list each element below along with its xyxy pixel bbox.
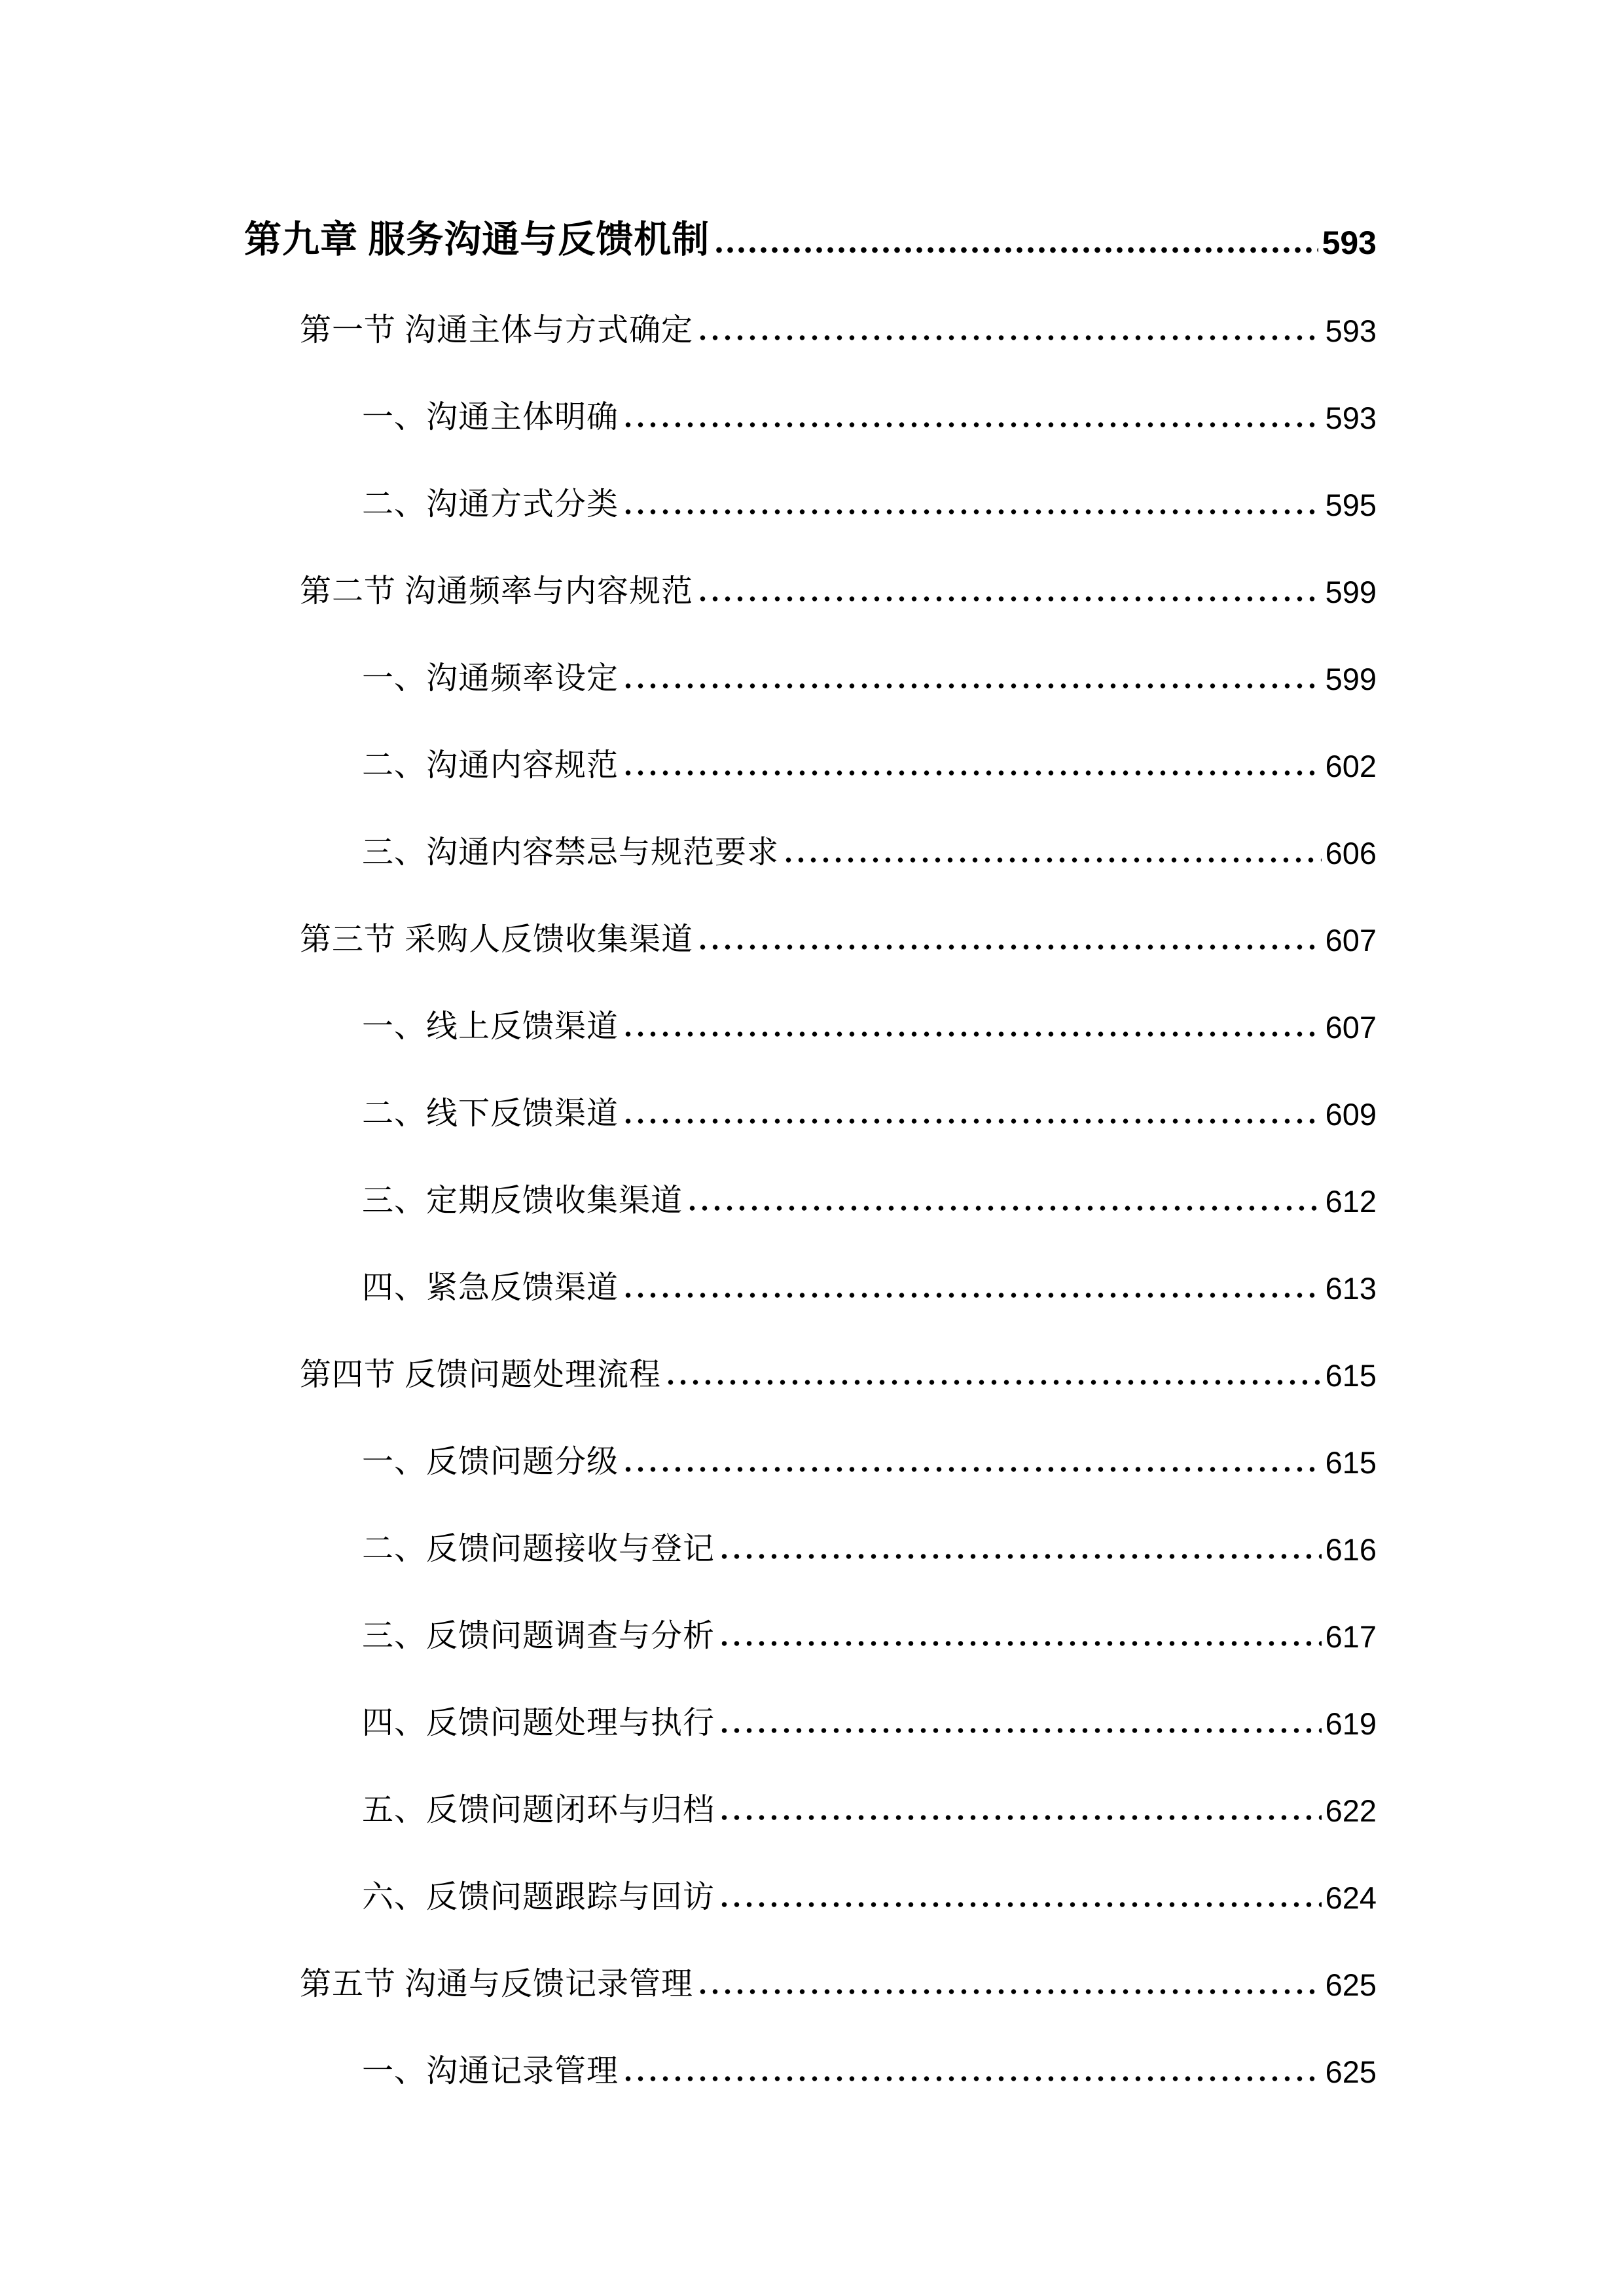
toc-leader-dots	[625, 1466, 1322, 1473]
toc-entry-page: 617	[1325, 1619, 1377, 1654]
toc-entry	[244, 260, 1377, 347]
toc-leader-dots	[625, 509, 1322, 515]
toc-leader-dots	[700, 1988, 1322, 1995]
toc-entry-page: 615	[1325, 1357, 1377, 1393]
toc-leader-dots	[721, 1901, 1322, 1908]
toc-leader-dots	[721, 1727, 1322, 1734]
toc-entry-page: 615	[1325, 1444, 1377, 1480]
toc-entry-page: 593	[1325, 400, 1377, 435]
toc-leader-dots	[625, 1292, 1322, 1299]
toc-entry-page: 624	[1325, 1880, 1377, 1915]
toc-entry	[244, 782, 1377, 869]
toc-entry-page: 602	[1325, 748, 1377, 783]
toc-leader-dots	[625, 683, 1322, 689]
toc-entry	[244, 956, 1377, 1043]
toc	[244, 173, 1377, 2088]
toc-entry-label: 四、紧急反馈渠道	[362, 1270, 619, 1305]
toc-entry	[244, 1479, 1377, 1566]
toc-entry-label: 三、反馈问题调查与分析	[362, 1618, 715, 1653]
toc-entry-label: 第三节 采购人反馈收集渠道	[300, 922, 694, 957]
toc-leader-dots	[721, 1814, 1322, 1821]
toc-entry-page: 593	[1322, 224, 1377, 261]
toc-leader-dots	[716, 247, 1318, 253]
toc-entry	[244, 1304, 1377, 1391]
toc-entry-label: 二、沟通方式分类	[362, 486, 619, 522]
toc-entry-label: 五、反馈问题闭环与归档	[362, 1792, 715, 1827]
toc-entry-page: 622	[1325, 1793, 1377, 1828]
toc-entry-label: 第二节 沟通频率与内容规范	[300, 573, 694, 609]
toc-entry	[244, 347, 1377, 434]
toc-leader-dots	[625, 1118, 1322, 1124]
toc-entry-label: 二、反馈问题接收与登记	[362, 1531, 715, 1566]
toc-entry-page: 606	[1325, 835, 1377, 870]
toc-entry-page: 616	[1325, 1532, 1377, 1567]
toc-entry	[244, 1217, 1377, 1304]
toc-entry-page: 599	[1325, 574, 1377, 609]
toc-entry-label: 第一节 沟通主体与方式确定	[300, 312, 694, 348]
toc-entry-label: 三、沟通内容禁忌与规范要求	[362, 834, 780, 870]
toc-entry-label: 三、定期反馈收集渠道	[362, 1183, 683, 1218]
toc-entry-page: 625	[1325, 1967, 1377, 2002]
toc-leader-dots	[700, 596, 1322, 602]
toc-entry-label: 一、反馈问题分级	[362, 1444, 619, 1479]
toc-entry-label: 第五节 沟通与反馈记录管理	[300, 1966, 694, 2001]
toc-entry	[244, 695, 1377, 782]
toc-leader-dots	[625, 2075, 1322, 2082]
toc-leader-dots	[700, 334, 1322, 341]
toc-entry-label: 一、沟通频率设定	[362, 660, 619, 696]
toc-entry-page: 607	[1325, 922, 1377, 958]
toc-entry-page: 595	[1325, 487, 1377, 522]
toc-entry	[244, 2001, 1377, 2088]
toc-entry	[244, 1914, 1377, 2001]
toc-entry-label: 四、反馈问题处理与执行	[362, 1705, 715, 1740]
toc-leader-dots	[689, 1205, 1322, 1211]
toc-entry-label: 二、线下反馈渠道	[362, 1096, 619, 1131]
toc-entry	[244, 521, 1377, 608]
toc-entry	[244, 173, 1377, 260]
toc-entry-label: 一、线上反馈渠道	[362, 1009, 619, 1044]
toc-entry-label: 二、沟通内容规范	[362, 747, 619, 783]
toc-entry	[244, 1391, 1377, 1479]
toc-leader-dots	[721, 1640, 1322, 1647]
toc-entry-page: 593	[1325, 313, 1377, 348]
toc-leader-dots	[668, 1379, 1322, 1386]
toc-entry-page: 613	[1325, 1270, 1377, 1306]
toc-entry-page: 599	[1325, 661, 1377, 696]
toc-entry-label: 六、反馈问题跟踪与回访	[362, 1879, 715, 1914]
toc-entry-page: 625	[1325, 2054, 1377, 2089]
toc-entry-label: 第九章 服务沟通与反馈机制	[244, 219, 710, 261]
toc-leader-dots	[625, 1031, 1322, 1037]
toc-entry-page: 612	[1325, 1183, 1377, 1219]
toc-entry	[244, 1043, 1377, 1130]
toc-leader-dots	[721, 1553, 1322, 1560]
toc-entry	[244, 608, 1377, 695]
toc-entry	[244, 869, 1377, 956]
toc-entry	[244, 1566, 1377, 1653]
toc-entry-label: 第四节 反馈问题处理流程	[300, 1357, 662, 1392]
toc-entry-page: 607	[1325, 1009, 1377, 1045]
toc-entry	[244, 434, 1377, 521]
toc-entry-label: 一、沟通记录管理	[362, 2053, 619, 2089]
toc-entry	[244, 1653, 1377, 1740]
toc-entry-label: 一、沟通主体明确	[362, 399, 619, 435]
toc-entry	[244, 1827, 1377, 1914]
toc-entry-page: 619	[1325, 1706, 1377, 1741]
toc-leader-dots	[625, 770, 1322, 776]
toc-leader-dots	[700, 944, 1322, 950]
toc-leader-dots	[625, 422, 1322, 428]
toc-entry	[244, 1130, 1377, 1217]
toc-entry	[244, 1740, 1377, 1827]
toc-entry-page: 609	[1325, 1096, 1377, 1132]
toc-leader-dots	[785, 857, 1322, 863]
